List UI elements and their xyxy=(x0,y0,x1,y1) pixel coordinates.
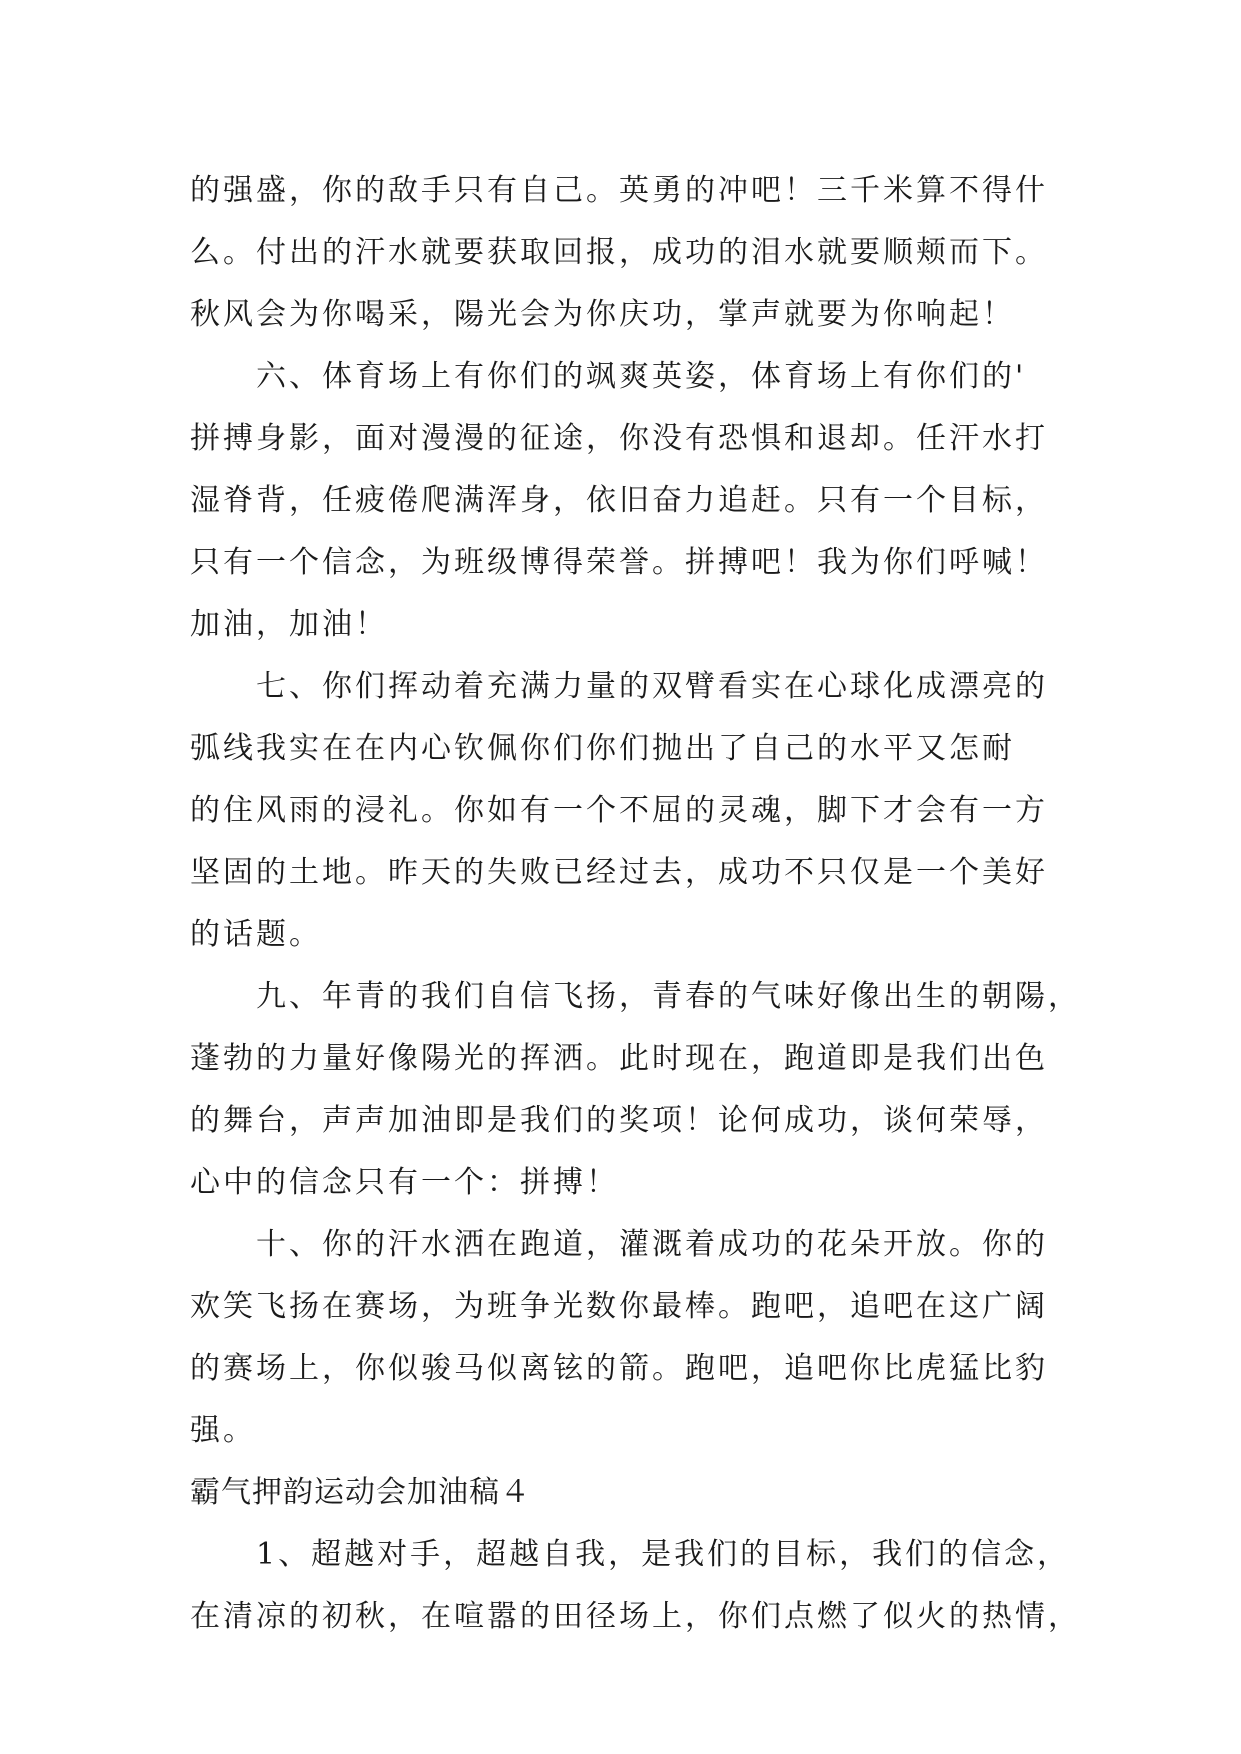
text-line: 的舞台，声声加油即是我们的奖项！论何成功，谈何荣辱， xyxy=(190,1103,1048,1138)
paragraph-start-line: 1、超越对手，超越自我，是我们的目标，我们的信念， xyxy=(256,1537,1071,1572)
paragraph-start-line: 七、你们挥动着充满力量的双臂看实在心球化成漂亮的 xyxy=(256,669,1048,704)
paragraph-start-line: 九、年青的我们自信飞扬，青春的气味好像出生的朝陽， xyxy=(256,979,1081,1014)
text-line: 么。付出的汗水就要获取回报，成功的泪水就要顺颊而下。 xyxy=(190,235,1048,270)
text-line: 秋风会为你喝采，陽光会为你庆功，掌声就要为你响起！ xyxy=(190,297,1015,332)
text-line: 在清凉的初秋，在喧嚣的田径场上，你们点燃了似火的热情， xyxy=(190,1599,1081,1634)
paragraph-start-line: 六、体育场上有你们的飒爽英姿，体育场上有你们的' xyxy=(256,359,1027,394)
text-line: 强。 xyxy=(190,1413,256,1448)
text-line: 拼搏身影，面对漫漫的征途，你没有恐惧和退却。任汗水打 xyxy=(190,421,1048,456)
text-line: 欢笑飞扬在赛场，为班争光数你最棒。跑吧，追吧在这广阔 xyxy=(190,1289,1048,1324)
text-line: 的赛场上，你似骏马似离铉的箭。跑吧，追吧你比虎猛比豹 xyxy=(190,1351,1048,1386)
text-line: 的话题。 xyxy=(190,917,322,952)
text-line: 弧线我实在在内心钦佩你们你们抛出了自己的水平又怎耐 xyxy=(190,731,1015,766)
text-line: 湿脊背，任疲倦爬满浑身，依旧奋力追赶。只有一个目标， xyxy=(190,483,1048,518)
text-line: 蓬勃的力量好像陽光的挥洒。此时现在，跑道即是我们出色 xyxy=(190,1041,1048,1076)
text-line: 坚固的土地。昨天的失败已经过去，成功不只仅是一个美好 xyxy=(190,855,1048,890)
text-line: 的住风雨的浸礼。你如有一个不屈的灵魂，脚下才会有一方 xyxy=(190,793,1048,828)
paragraph-start-line: 十、你的汗水洒在跑道，灌溉着成功的花朵开放。你的 xyxy=(256,1227,1048,1262)
text-line: 的强盛，你的敌手只有自己。英勇的冲吧！三千米算不得什 xyxy=(190,173,1048,208)
section-heading: 霸气押韵运动会加油稿４ xyxy=(190,1475,531,1510)
text-line: 加油，加油！ xyxy=(190,607,388,642)
text-line: 只有一个信念，为班级博得荣誉。拼搏吧！我为你们呼喊！ xyxy=(190,545,1048,580)
document-body xyxy=(190,160,1081,1648)
text-line: 心中的信念只有一个：拼搏！ xyxy=(190,1165,619,1200)
